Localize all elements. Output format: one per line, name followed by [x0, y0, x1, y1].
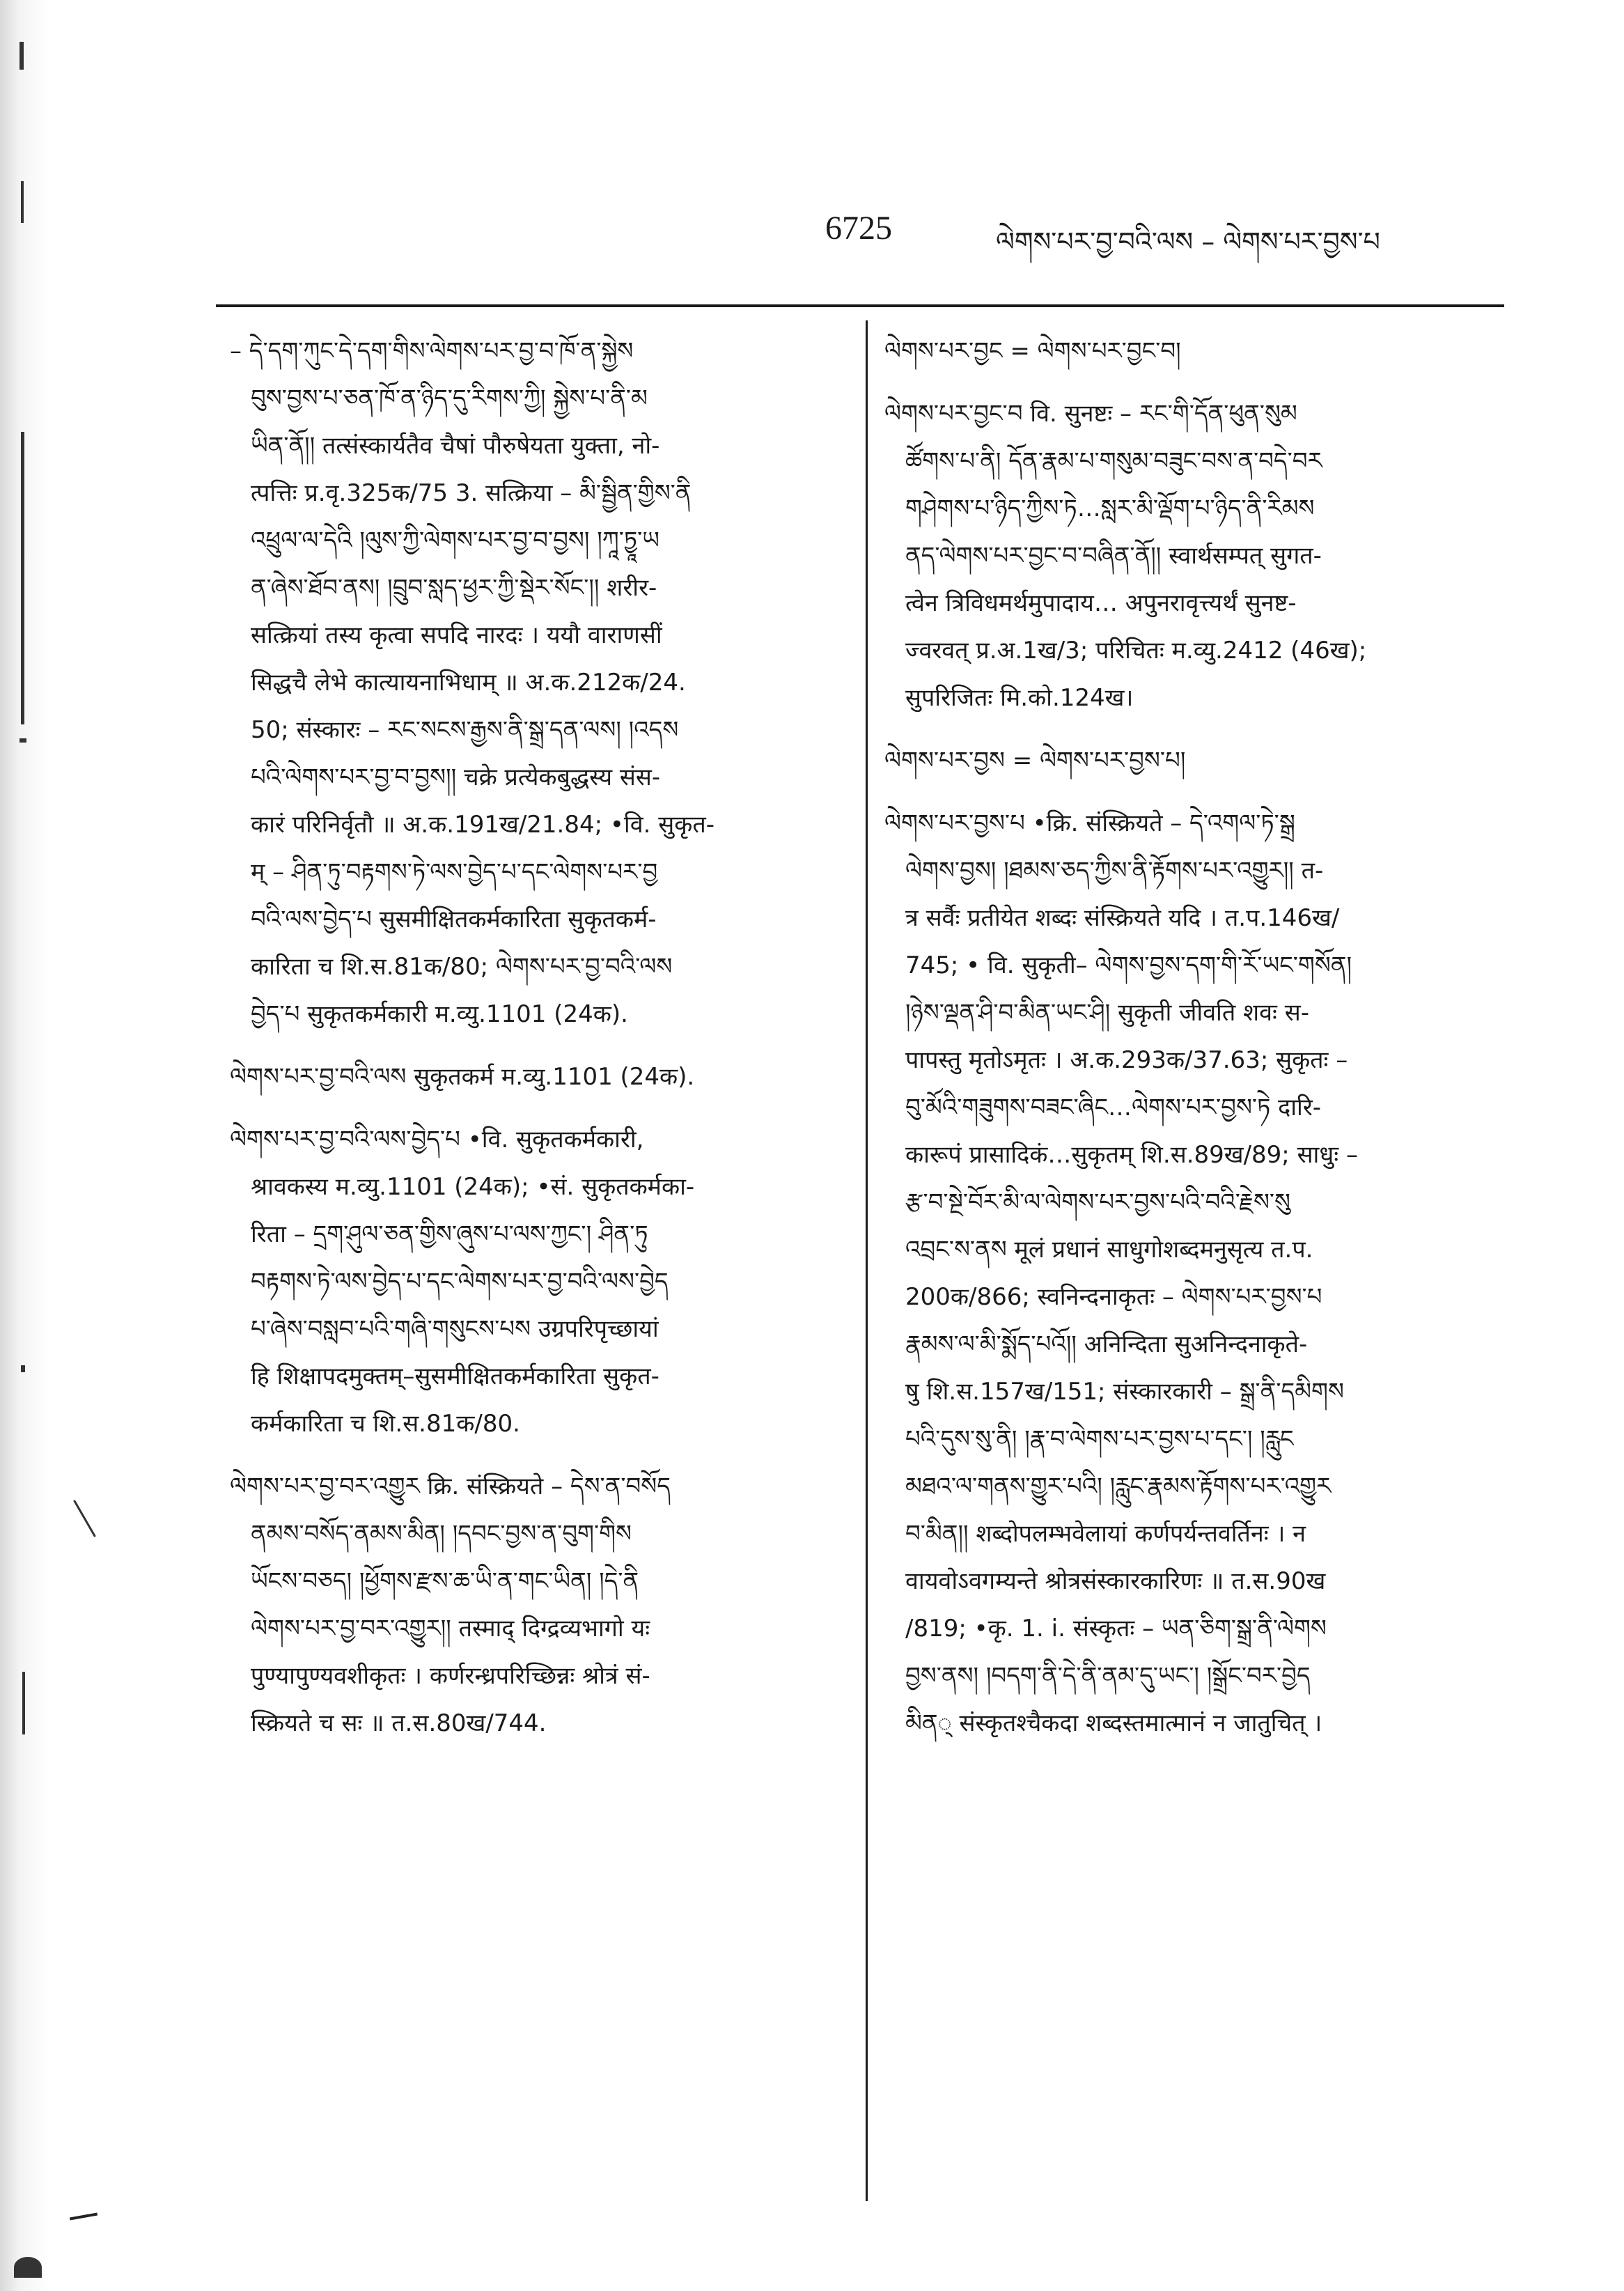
entry-line: त्वेन त्रिविधमर्थमुपादाय… अपुनरावृत्त्यर्थं सुनष्ट-: [905, 589, 1297, 617]
entry-line: བརྟགས་ཏེ་ལས་བྱེད་པ་དང་ལེགས་པར་བྱ་བའི་ལས་བྱེད: [251, 1268, 669, 1296]
entry-line: 745; • वि. सुकृती– ལེགས་བྱས་དག་གི་རོ་ཡང་གསོན།: [905, 952, 1352, 979]
dictionary-entry: [230, 1116, 850, 1447]
entry-line: འབྲང་ས་ནས मूलं प्रधानं साधुगोशब्दमनुसृत्य त.प.: [905, 1236, 1313, 1264]
entry-line: सत्क्रियां तस्य कृत्वा सपदि नारदः । ययौ वाराणसीं: [251, 621, 662, 649]
entry-line: ཚོགས་པ་ནི། དོན་རྣམ་པ་གསུམ་བཟུང་བས་ན་བདེ་བར: [905, 447, 1322, 475]
entry-line: ན་ཞེས་ཐོབ་ནས། །བྲུབ་སླད་ཕྱར་ཀྱི་སྡེར་སོང་།། शरीर-: [251, 574, 657, 602]
entry-line: कर्मकारिता च शि.स.81क/80.: [251, 1410, 520, 1438]
entry-headword-line: ལེགས་པར་བྱང་བ वि. सुनष्टः – རང་གི་དོན་ཕུན་སུམ: [884, 400, 1297, 428]
entry-line: མཐའ་ལ་གནས་གྱུར་པའི། །རླུང་རྣམས་རྟོགས་པར་འགྱུར: [905, 1473, 1332, 1500]
scan-edge: [0, 0, 49, 2291]
dictionary-entry: [884, 327, 1504, 375]
entry-line: པའི་དུས་སུ་ནི། །རྣ་བ་ལེགས་པར་བྱས་པ་དང་། །རླུང: [905, 1425, 1294, 1453]
entry-line: ज्वरवत् प्र.अ.1ख/3; परिचितः म.व्यु.2412 (46ख);: [905, 637, 1367, 665]
dictionary-entry: [230, 1463, 850, 1747]
entry-line: वायवोऽवगम्यन्ते श्रोत्रसंस्कारकारिणः ॥ त.स.90ख: [905, 1567, 1326, 1595]
entry-line: हि शिक्षापदमुक्तम्–सुसमीक्षितकर्मकारिता सुकृत-: [251, 1362, 659, 1390]
column-divider: [866, 320, 868, 2201]
running-head: ལེགས་པར་བྱ་བའི་ལས – ལེགས་པར་བྱས་པ: [996, 226, 1380, 257]
entry-line: कारिता च शि.स.81क/80; ལེགས་པར་བྱ་བའི་ལས: [251, 953, 673, 981]
entry-line: पापस्तु मृतोऽमृतः । अ.क.293क/37.63; सुकृतः –: [905, 1046, 1348, 1074]
entry-line: ལེགས་པར་བྱ་བར་འགྱུར།། तस्माद् दिग्द्रव्यभागो यः: [251, 1615, 650, 1642]
entry-line: ཡོངས་བཅད། །ཕྱོགས་རྫས་ཆ་ཡི་ན་གང་ཡིན། །དེ་ནི: [251, 1567, 639, 1595]
entry-line: सिद्धचै लेभे कात्यायनाभिधाम् ॥ अ.क.212क/24.: [251, 669, 686, 697]
scan-edge-mark: [21, 1365, 25, 1372]
entry-headword-line: ལེགས་པར་བྱང = ལེགས་པར་བྱང་བ།: [884, 337, 1181, 365]
left-continuation-entry: [230, 327, 850, 1038]
margin-dash-mark: [70, 2213, 97, 2221]
entry-line: བ་མིན།། शब्दोपलम्भवेलायां कर्णपर्यन्तवर्तिनः । न: [905, 1520, 1306, 1548]
entry-line: /819; •कृ. 1. i. संस्कृतः – ཡན་ཅིག་སྒྲ་ནི་ལེགས: [905, 1615, 1327, 1642]
entry-line: རྣམས་ལ་མི་སྨོད་པའོ།། अनिन्दिता सुअनिन्दनाकृते-: [905, 1330, 1308, 1358]
entry-headword-line: ལེགས་པར་བྱ་བའི་ལས་བྱེད་པ •वि. सुकृतकर्मकारी,: [230, 1126, 644, 1154]
entry-line: བུས་བྱས་པ་ཅན་ཁོ་ན་ཉིད་དུ་རིགས་ཀྱི། སྐྱེས་པ་ནི་མ: [251, 385, 648, 412]
entry-line: །ཉེས་ལྡན་ཤི་བ་མིན་ཡང་ཤི། सुकृती जीवति शवः स-: [905, 999, 1309, 1027]
entry-line: षु शि.स.157ख/151; संस्कारकारी – སྒྲ་ནི་དམིགས: [905, 1378, 1344, 1406]
entry-headword-line: ལེགས་པར་བྱས་པ •क्रि. संस्क्रियते – དེ་འགལ་ཏེ་སྒྲ: [884, 809, 1295, 837]
dictionary-entry: [884, 737, 1504, 784]
entry-line: རྩ་བ་སྔེ་བོར་མི་ལ་ལེགས་པར་བྱས་པའི་བའི་རྗེས་སུ: [905, 1188, 1291, 1216]
dictionary-entry: [230, 1053, 850, 1101]
stray-pen-mark: [73, 1500, 96, 1537]
page-number: 6725: [825, 210, 892, 247]
entry-line: ནམས་བསོད་ནམས་མིན། །དབང་བྱས་ན་བུག་གིས: [251, 1520, 632, 1548]
header-rule: [216, 304, 1504, 307]
entry-line: त्पत्तिः प्र.वृ.325क/75 3. सत्क्रिया – མི་སྦྱིན་གྱིས་ནི: [251, 479, 692, 507]
scan-edge-mark: [22, 1672, 25, 1734]
scan-edge-mark: [14, 2257, 42, 2278]
left-column: [230, 327, 850, 1747]
entry-line: 200क/866; स्वनिन्दनाकृतः – ལེགས་པར་བྱས་པ: [905, 1283, 1322, 1311]
entry-line: त्र सर्वैः प्रतीयेत शब्दः संस्क्रियते यदि । त.प.146ख/: [905, 904, 1340, 932]
entry-line: ལེགས་བྱས། །ཐམས་ཅད་ཀྱིས་ནི་རྟོགས་པར་འགྱུར།། त-: [905, 857, 1324, 885]
scan-edge-mark: [19, 42, 24, 70]
right-column: [884, 327, 1504, 1747]
entry-line: कारूपं प्रासादिकं…सुकृतम् शि.स.89ख/89; साधुः –: [905, 1141, 1358, 1169]
dictionary-entry: [884, 390, 1504, 722]
entry-line: ནད་ལེགས་པར་བྱང་བ་བཞིན་ནོ།། स्वार्थसम्पत् सुगत-: [905, 542, 1322, 570]
entry-line: པ་ཞེས་བསླབ་པའི་གཞི་གསུངས་པས उग्रपरिपृच्छायां: [251, 1315, 659, 1343]
entry-line: सुपरिजितः मि.को.124ख।: [905, 684, 1134, 712]
entry-headword-line: ལེགས་པར་བྱ་བའི་ལས सुकृतकर्म म.व्यु.1101 (24क).: [230, 1063, 695, 1091]
scan-edge-mark: [21, 181, 24, 223]
entry-line: स्क्रियते च सः ॥ त.स.80ख/744.: [251, 1709, 547, 1737]
entry-line: कारं परिनिर्वृतौ ॥ अ.क.191ख/21.84; •वि. सुकृत-: [251, 811, 715, 839]
entry-line: म् – ཤིན་ཏུ་བརྟགས་ཏེ་ལས་བྱེད་པ་དང་ལེགས་པར་བྱ: [251, 858, 658, 886]
entry-line: – དེ་དག་ཀུང་དེ་དག་གིས་ལེགས་པར་བྱ་བ་ཁོ་ན་སྐྱེས: [230, 337, 634, 365]
entry-line: བའི་ལས་བྱེད་པ सुसमीक्षितकर्मकारिता सुकृतकर्म-: [251, 906, 657, 933]
entry-headword-line: ལེགས་པར་བྱས = ལེགས་པར་བྱས་པ།: [884, 747, 1186, 775]
entry-line: रिता – དྲག་ཤུལ་ཅན་གྱིས་ཞུས་པ་ལས་ཀྱང་། ཤིན་ཏུ: [251, 1220, 648, 1248]
entry-headword-line: ལེགས་པར་བྱ་བར་འགྱུར क्रि. संस्क्रियते – དེས་ན་བསོད: [230, 1473, 671, 1500]
entry-line: བྱས་ནས། །བདག་ནི་དེ་ནི་ནམ་དུ་ཡང་། །སྒྲོང་བར་བྱེད: [905, 1662, 1311, 1690]
entry-line: བུ་མོའི་གཟུགས་བཟང་ཞིང…ལེགས་པར་བྱས་ཏེ दारि-: [905, 1094, 1321, 1121]
entry-line: བྱེད་པ सुकृतकर्मकारी म.व्यु.1101 (24क).: [251, 1000, 628, 1028]
entry-line: པའི་ལེགས་པར་བྱ་བ་བྱས།། चक्रे प्रत्येकबुद्धस्य संस-: [251, 763, 661, 791]
dictionary-entry: [884, 800, 1504, 1747]
entry-line: 50; संस्कारः – རང་སངས་རྒྱས་ནི་སྒྲ་དན་ལས། །འདས: [251, 716, 679, 744]
entry-line: श्रावकस्य म.व्यु.1101 (24क); •सं. सुकृतकर्मका-: [251, 1173, 695, 1201]
entry-line: འཕྲུལ་ལ་དེའི །ལུས་ཀྱི་ལེགས་པར་བྱ་བ་བྱས། །ཀཱ་ཏྱཱ་ཡ: [251, 527, 659, 554]
entry-line: མིན् संस्कृतश्चैकदा शब्दस्तमात्मानं न जातुचित् ।: [905, 1709, 1322, 1737]
entry-line: གཤེགས་པ་ཉིད་ཀྱིས་ཏེ…སླར་མི་ལྡོག་པ་ཉིད་ནི་རིམས: [905, 495, 1315, 522]
entry-line: ཡིན་ནོ།། तत्संस्कार्यतैव चैषां पौरुषेयता युक्ता, नो-: [251, 432, 660, 460]
entry-line: पुण्यापुण्यवशीकृतः । कर्णरन्ध्रपरिच्छिन्नः श्रोत्रं सं-: [251, 1662, 650, 1690]
scan-edge-mark: [21, 432, 24, 724]
scan-edge-mark: [19, 738, 26, 743]
